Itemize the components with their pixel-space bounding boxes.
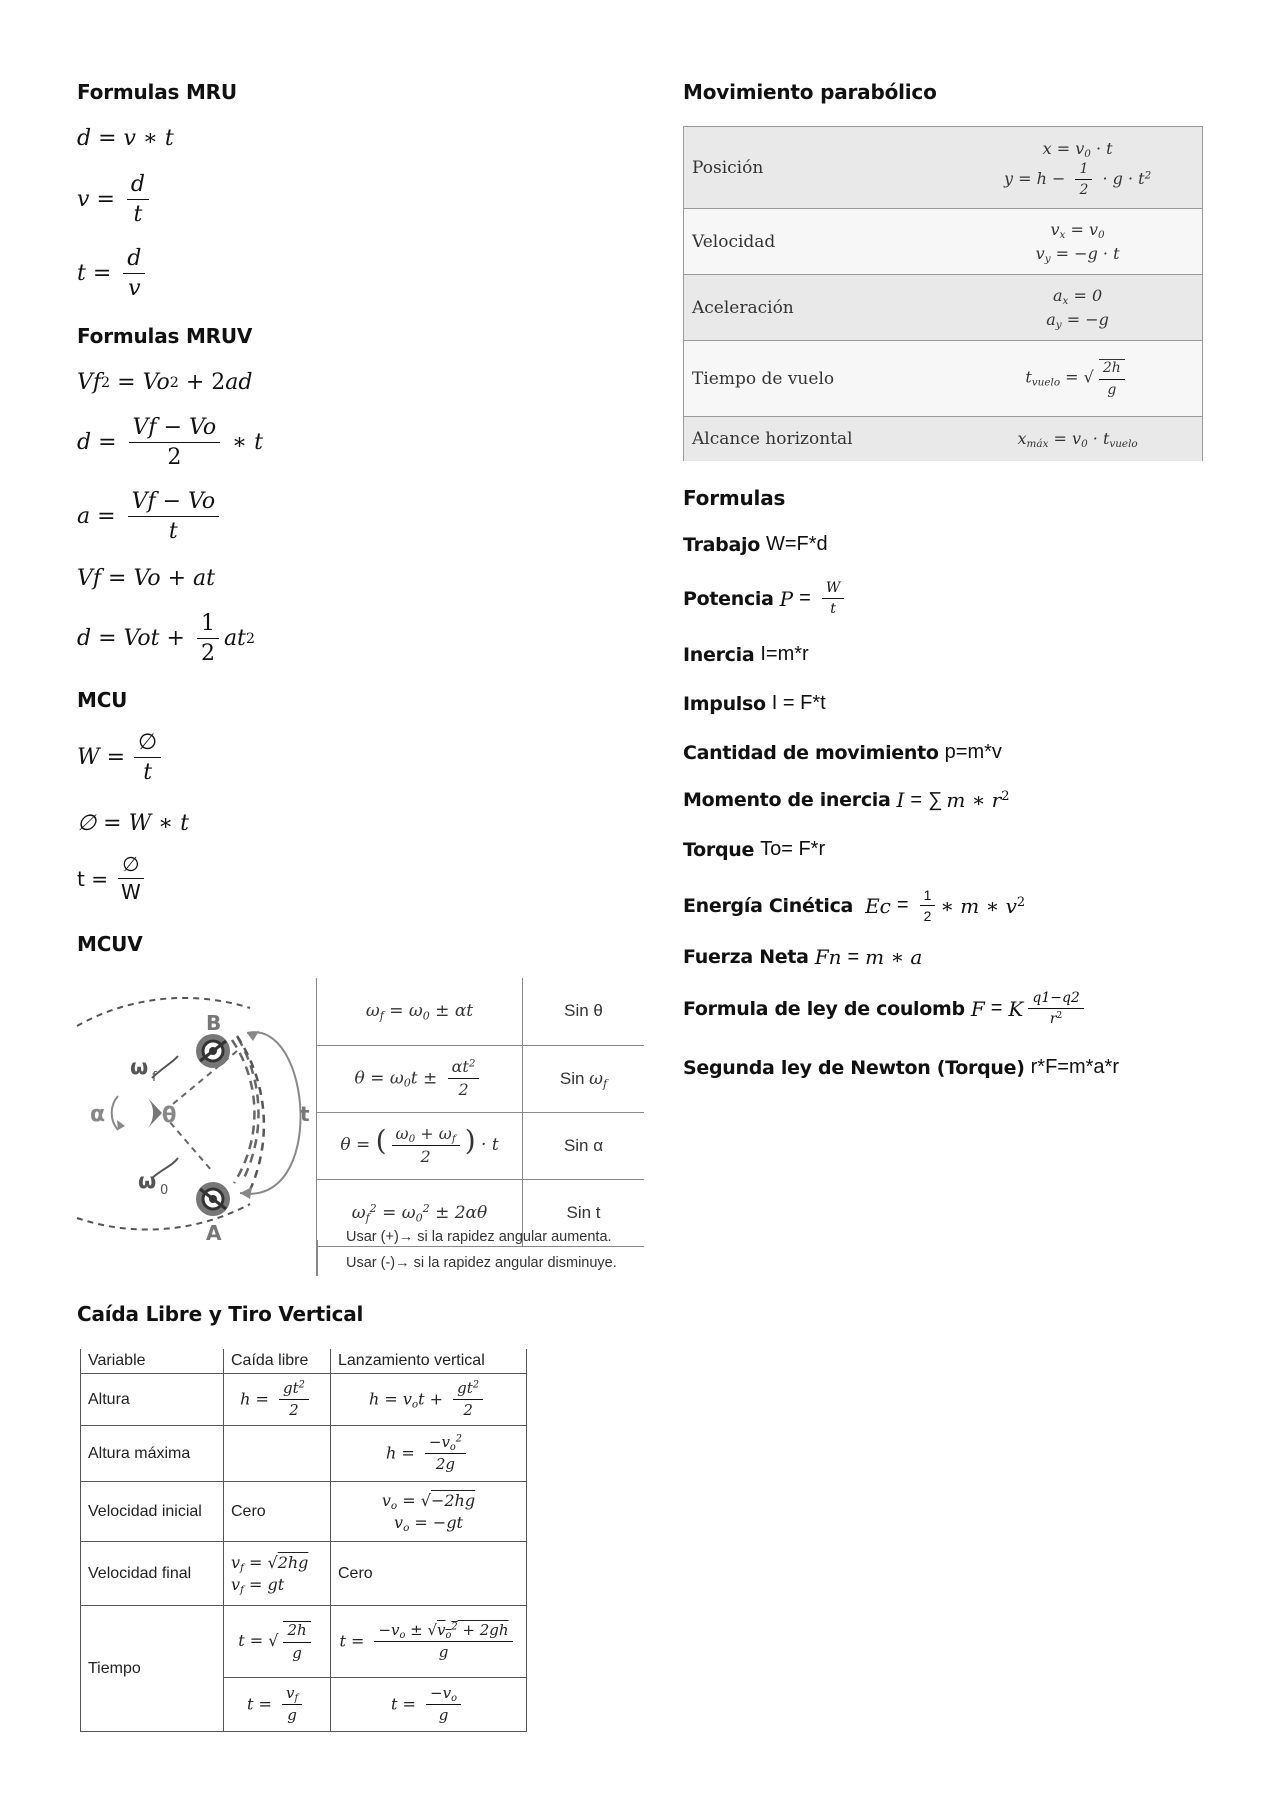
label: Segunda ley de Newton (Torque) — [683, 1056, 1025, 1079]
alpha-label: α — [90, 1102, 106, 1127]
mcuv-formula: $\omega_f^2 = \omega_0^2 \pm 2\alpha\theta$ — [317, 1179, 523, 1246]
row-label: Tiempo — [81, 1606, 224, 1732]
label: Energía Cinética — [683, 894, 854, 917]
formula-mruv-1: Vf 2 = Vo 2 + 2 ad — [77, 370, 253, 395]
label: Inercia — [683, 643, 755, 666]
heading-caida-libre: Caída Libre y Tiro Vertical — [77, 1302, 364, 1326]
formula-cantidad-movimiento — [683, 741, 1002, 764]
value: I = F*t — [771, 692, 826, 714]
mcuv-formula: $\theta = \omega_0t$ ± $\frac{\alpha t^2}{2}$ — [317, 1045, 523, 1112]
row-label: Aceleración — [684, 275, 954, 341]
caida-libre-table — [80, 1349, 527, 1732]
heading-mcuv: MCUV — [77, 932, 143, 956]
label: Torque — [683, 838, 755, 861]
row-label: Altura — [81, 1374, 224, 1426]
formula-impulso — [683, 692, 826, 715]
col-header: Caída libre — [224, 1349, 331, 1374]
mcuv-missing: Sin t — [523, 1179, 645, 1246]
formula-mcu-2: ∅ = W ∗ t — [77, 811, 189, 836]
label: Impulso — [683, 692, 766, 715]
formula-mcu-3: t = $\frac{\emptyset}{W}$ — [77, 853, 150, 904]
heading-mruv: Formulas MRUV — [77, 324, 253, 348]
mcuv-row — [317, 978, 645, 1045]
label: Fuerza Neta — [683, 946, 809, 968]
formula-trabajo — [683, 533, 828, 556]
cell-cero: Cero — [331, 1542, 527, 1606]
value: To= F*r — [760, 838, 826, 860]
formula-mruv-5: d = Vot + $\frac{1}{2}$ at 2 — [77, 611, 256, 667]
label: Potencia — [683, 587, 774, 610]
value: r*F=m*a*r — [1030, 1056, 1119, 1078]
mcuv-missing: Sin θ — [523, 978, 645, 1045]
formula-energia-cinetica: Energía Cinética Ec = $\frac{1}{2}$ ∗ m ∗ $v^2$ — [683, 887, 1026, 925]
cell-cero: Cero — [224, 1482, 331, 1542]
row-label: Posición — [684, 127, 954, 209]
formula-momento-inercia: Momento de inercia I = ∑ m ∗ $r^2$ — [683, 788, 1010, 812]
label: Trabajo — [683, 533, 760, 556]
table-row: Alcance horizontal $x_{máx} = v_0 \cdot t_{vuelo}$ — [684, 417, 1203, 461]
omega-f-label: ω — [130, 1055, 149, 1079]
value: p=m*v — [944, 741, 1002, 763]
mcuv-table-divider — [316, 1240, 318, 1276]
mcuv-row — [317, 1045, 645, 1112]
formula-mruv-3: a = $\frac{Vf - Vo}{t}$ — [77, 489, 224, 545]
heading-movimiento-parabolico: Movimiento parabólico — [683, 80, 937, 104]
formula-mru-time: t = $\frac{d}{v}$ — [77, 246, 150, 302]
row-label: Tiempo de vuelo — [684, 341, 954, 417]
value: W=F*d — [765, 533, 828, 555]
formula-mcu-1: W = $\frac{\emptyset}{t}$ — [77, 730, 166, 786]
omega-0-label: ω — [138, 1169, 157, 1193]
label: Momento de inercia — [683, 789, 891, 811]
heading-mru: Formulas MRU — [77, 80, 237, 104]
heading-mcu: MCU — [77, 688, 128, 712]
formula-inercia — [683, 643, 809, 666]
formula-potencia: Potencia P = $\frac{W}{t}$ — [683, 580, 849, 617]
point-a-label: A — [206, 1221, 222, 1244]
formula-fuerza-neta: Fuerza Neta Fn = m ∗ a — [683, 945, 923, 969]
mcuv-table — [316, 978, 644, 1247]
time-label: t — [300, 1102, 310, 1126]
table-row: Posición $x = v_0 \cdot t$ y = h − $\frac{1}{2}$ · $g \cdot t^2$ — [684, 127, 1203, 209]
point-b-label: B — [206, 1011, 222, 1035]
formula-mru-distance: d = v ∗ t — [77, 126, 174, 151]
table-row: Velocidad $v_x = v_0$ $v_y = -g \cdot t$ — [684, 209, 1203, 275]
heading-formulas: Formulas — [683, 486, 786, 510]
svg-text:f: f — [152, 1070, 157, 1085]
table-row: Tiempo t = √ $\frac{2h}{g}$ t = $\frac{-v_o \pm √v_o^2 + 2gh}{g}$ — [81, 1606, 527, 1678]
svg-text:0: 0 — [160, 1183, 169, 1198]
mcuv-note-increase: Usar (+)→ si la rapidez angular aumenta. — [346, 1229, 612, 1245]
row-label: Velocidad — [684, 209, 954, 275]
formula-mcu-1-lhs: W = — [77, 745, 126, 771]
row-label: Alcance horizontal — [684, 417, 954, 461]
label: Formula de ley de coulomb — [683, 997, 965, 1020]
table-row: Aceleración $a_x = 0$ $a_y = -g$ — [684, 275, 1203, 341]
formula-segunda-ley-newton — [683, 1056, 1119, 1079]
table-row: Altura máxima h = $\frac{-v_o^2}{2g}$ — [81, 1426, 527, 1482]
formula-mcu-3-lhs: t = — [77, 866, 108, 891]
theta-label: θ — [162, 1103, 177, 1127]
mcuv-row — [317, 1112, 645, 1179]
value: I=m*r — [760, 643, 809, 665]
row-label: Velocidad inicial — [81, 1482, 224, 1542]
formula-coulomb: Formula de ley de coulomb F = K $\frac{q1-q2}{r^2}$ — [683, 990, 1089, 1027]
row-label: Altura máxima — [81, 1426, 224, 1482]
mcuv-formula: $\omega_f = \omega_0 \pm \alpha t$ — [317, 978, 523, 1045]
mcuv-formula: θ = ( $\frac{\omega_0 + \omega_f}{2}$ ) · t — [317, 1112, 523, 1179]
formula-mruv-4: Vf = Vo + at — [77, 566, 215, 591]
table-row: Tiempo de vuelo $t_{vuelo}$ = √ $\frac{2h}{g}$ — [684, 341, 1203, 417]
formula-mruv-2: d = $\frac{Vf - Vo}{2}$ ∗ t — [77, 415, 263, 471]
table-row: Velocidad inicial Cero $v_o = √-2hg$ $v_o = -gt$ — [81, 1482, 527, 1542]
table-row: t = $\frac{v_f}{g}$ t = $\frac{-v_o}{g}$ — [81, 1678, 527, 1732]
mcuv-note-decrease: Usar (-)→ si la rapidez angular disminuye. — [346, 1255, 617, 1271]
table-header-row — [81, 1349, 527, 1374]
mcuv-missing: Sin α — [523, 1112, 645, 1179]
row-label: Velocidad final — [81, 1542, 224, 1606]
col-header: Lanzamiento vertical — [331, 1349, 527, 1374]
label: Cantidad de movimiento — [683, 741, 939, 764]
parabolic-table — [683, 126, 1203, 461]
col-header: Variable — [81, 1349, 224, 1374]
table-row: Velocidad final $v_f = √2hg$ $v_f$ = gt Cero — [81, 1542, 527, 1606]
formula-torque — [683, 838, 825, 861]
mcuv-missing: Sin $\omega_f$ — [523, 1045, 645, 1112]
table-row: Altura h = $\frac{gt^2}{2}$ $h = v_ot$ + $\frac{gt^2}{2}$ — [81, 1374, 527, 1426]
mcuv-diagram — [72, 978, 317, 1244]
formula-mru-velocity: v = $\frac{d}{t}$ — [77, 172, 154, 228]
